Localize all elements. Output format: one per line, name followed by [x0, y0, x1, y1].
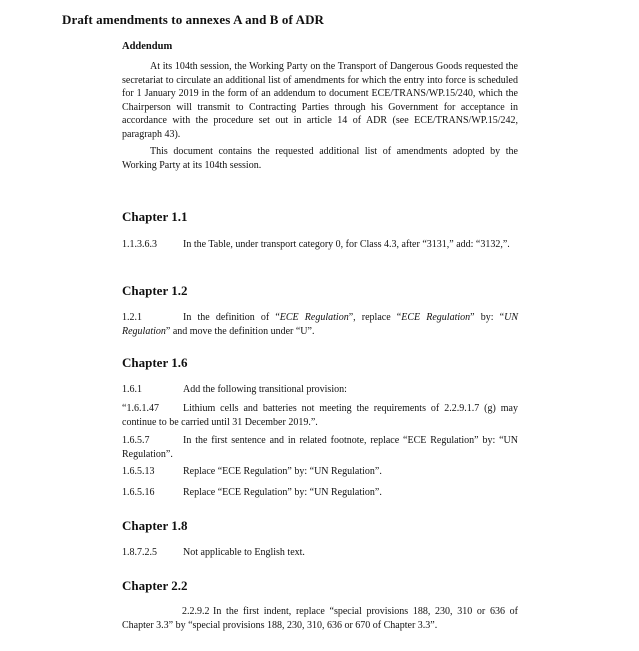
entry-text: Replace “ECE Regulation” by: “UN Regulation”. [183, 466, 382, 477]
chapter-heading-1-8: Chapter 1.8 [122, 518, 188, 533]
entry-text: In the first sentence and in related footnote, replace “ECE Regulation” by: “UN Regulation”. [122, 435, 518, 460]
chapter-heading-1-6: Chapter 1.6 [122, 355, 188, 370]
amendment-entry [122, 311, 518, 338]
entry-number: 1.6.5.16 [122, 487, 155, 498]
amendment-entry [122, 402, 518, 429]
entry-number: 1.8.7.2.5 [122, 547, 157, 558]
entry-number: 1.6.5.13 [122, 466, 155, 477]
entry-text: Add the following transitional provision: [183, 384, 347, 395]
entry-number: “1.6.1.47 [122, 403, 159, 414]
entry-text: In the first indent, replace “special provisions 188, 230, 310 or 636 of Chapter 3.3” by “special provisions 188, 230, 310, 636 or 670 of Chapter 3.3”. [122, 606, 518, 631]
amendment-entry [122, 383, 518, 397]
amendment-entry [122, 546, 518, 560]
entry-number: 1.1.3.6.3 [122, 239, 157, 250]
entry-text: Lithium cells and batteries not meeting the requirements of 2.2.9.1.7 (g) may continue to be carried until 31 December 2019.”. [122, 403, 518, 428]
chapter-heading-1-2: Chapter 1.2 [122, 283, 188, 298]
entry-text-italic: ECE Regulation [279, 312, 349, 323]
chapter-heading-2-2: Chapter 2.2 [122, 578, 188, 593]
entry-text: In the Table, under transport category 0, for Class 4.3, after “3131,” add: “3132,”. [183, 239, 510, 250]
entry-number: 1.2.1 [122, 312, 142, 323]
entry-text-part: ” and move the definition under “U”. [165, 325, 315, 337]
entry-text: Not applicable to English text. [183, 547, 305, 558]
addendum-paragraph-1: At its 104th session, the Working Party on the Transport of Dangerous Goods requested the secretariat to circulate an additional list of amendments for which the entry into force is scheduled for 1 January 2019 in the form of an addendum to document ECE/TRANS/WP.15/240, which the Chairperson will transmit to Contracting Parties through his Government for acceptance in accordance with the procedure set out in article 14 of ADR (see ECE/TRANS/WP.15/242, paragraph 43). [122, 61, 518, 140]
entry-text: Replace “ECE Regulation” by: “UN Regulation”. [183, 487, 382, 498]
entry-text-part: ” by: “ [470, 312, 505, 323]
entry-text-part: In the definition of “ [183, 312, 280, 323]
document-title: Draft amendments to annexes A and B of ADR [62, 12, 325, 27]
amendment-entry [122, 605, 518, 632]
amendment-entry [122, 486, 518, 500]
addendum-paragraph-2: This document contains the requested additional list of amendments adopted by the Working Party at its 104th session. [122, 146, 518, 171]
amendment-entry [122, 465, 518, 479]
entry-text-italic: ECE Regulation [401, 312, 471, 323]
chapter-heading-1-1: Chapter 1.1 [122, 209, 188, 224]
amendment-entry [122, 238, 518, 252]
entry-number: 1.6.1 [122, 384, 142, 395]
entry-number: 2.2.9.2 [182, 606, 210, 617]
addendum-heading: Addendum [122, 41, 173, 52]
entry-text-italic: UN Regulation [122, 312, 519, 337]
amendment-entry [122, 434, 518, 461]
entry-text-part: ”, replace “ [348, 312, 402, 323]
entry-number: 1.6.5.7 [122, 435, 150, 446]
